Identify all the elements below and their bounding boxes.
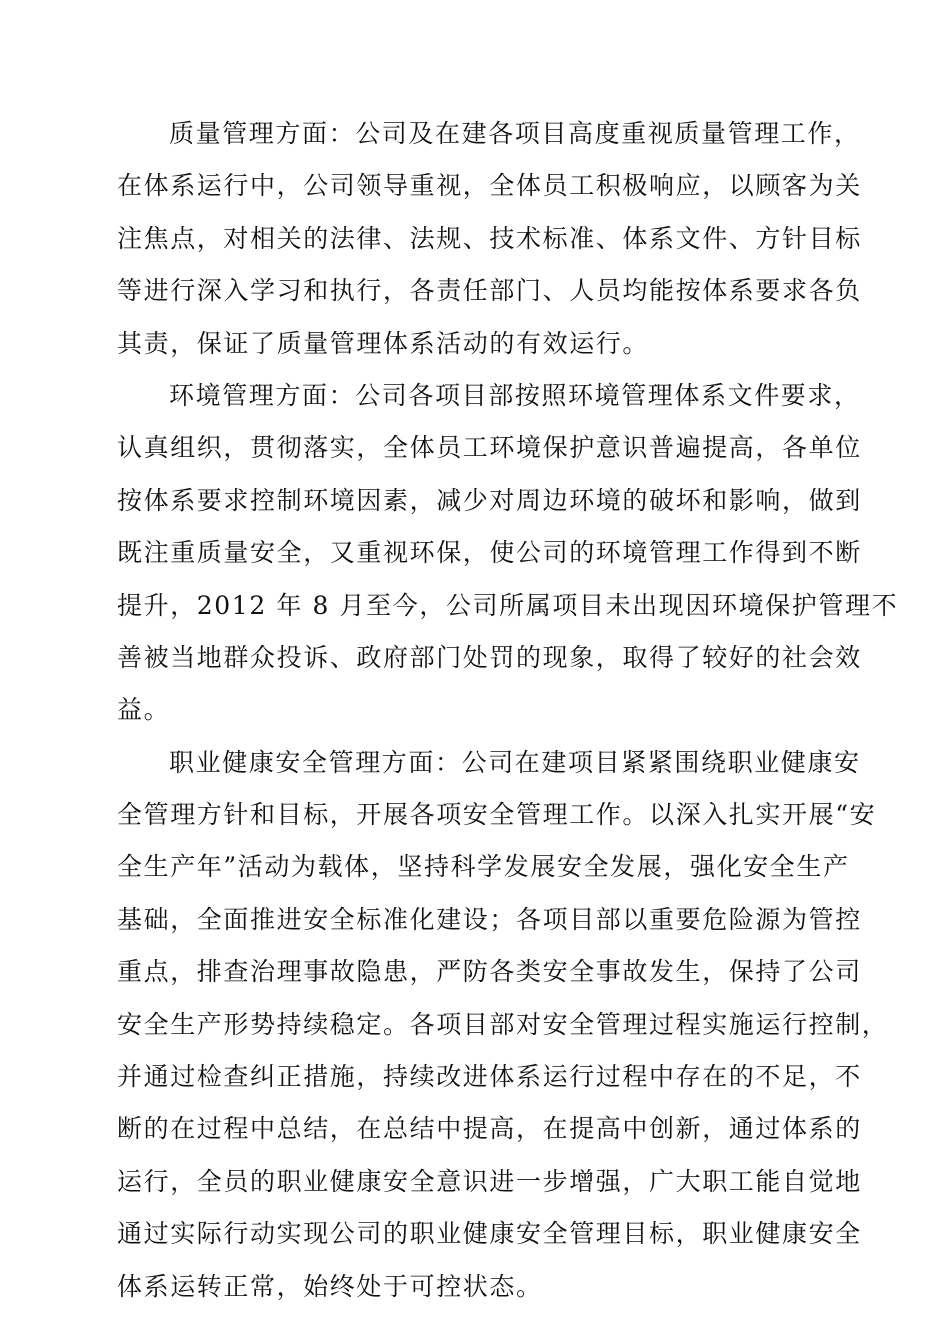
paragraph-line: 职业健康安全管理方面：公司在建项目紧紧围绕职业健康安	[169, 747, 861, 777]
paragraph-line: 通过实际行动实现公司的职业健康安全管理目标，职业健康安全	[117, 1219, 862, 1249]
paragraph-line: 在体系运行中，公司领导重视，全体员工积极响应，以顾客为关	[117, 171, 862, 201]
paragraph-line: 等进行深入学习和执行，各责任部门、人员均能按体系要求各负	[117, 276, 862, 306]
paragraph-environment-management	[117, 370, 899, 737]
paragraph-line: 质量管理方面：公司及在建各项目高度重视质量管理工作，	[169, 119, 861, 148]
paragraph-line: 提升，2012 年 8 月至今，公司所属项目未出现因环境保护管理不	[117, 590, 899, 620]
paragraph-line: 体系运转正常，始终处于可控状态。	[117, 1271, 543, 1301]
paragraph-line: 安全生产形势持续稳定。各项目部对安全管理过程实施运行控制，	[117, 1009, 889, 1039]
paragraph-line: 按体系要求控制环境因素，减少对周边环境的破坏和影响，做到	[117, 485, 862, 515]
paragraph-line: 善被当地群众投诉、政府部门处罚的现象，取得了较好的社会效	[117, 642, 862, 672]
paragraph-line: 重点，排查治理事故隐患，严防各类安全事故发生，保持了公司	[117, 957, 862, 987]
paragraph-line: 其责，保证了质量管理体系活动的有效运行。	[117, 328, 650, 358]
paragraph-line: 全管理方针和目标，开展各项安全管理工作。以深入扎实开展“安	[117, 800, 877, 830]
paragraph-line: 认真组织，贯彻落实，全体员工环境保护意识普遍提高，各单位	[117, 433, 862, 463]
document-body	[117, 108, 899, 1313]
paragraph-line: 断的在过程中总结，在总结中提高，在提高中创新，通过体系的	[117, 1114, 862, 1144]
paragraph-line: 基础，全面推进安全标准化建设；各项目部以重要危险源为管控	[117, 904, 862, 934]
paragraph-line: 益。	[117, 695, 171, 725]
paragraph-occupational-health-safety	[117, 737, 889, 1313]
paragraph-line: 注焦点，对相关的法律、法规、技术标准、体系文件、方针目标	[117, 223, 862, 253]
paragraph-line: 既注重质量安全，又重视环保，使公司的环境管理工作得到不断	[117, 538, 862, 568]
paragraph-line: 全生产年”活动为载体，坚持科学发展安全发展，强化安全生产	[117, 852, 850, 882]
paragraph-line: 运行，全员的职业健康安全意识进一步增强，广大职工能自觉地	[117, 1166, 862, 1196]
paragraph-quality-management	[117, 108, 862, 370]
paragraph-line: 并通过检查纠正措施，持续改进体系运行过程中存在的不足，不	[117, 1062, 862, 1092]
paragraph-line: 环境管理方面：公司各项目部按照环境管理体系文件要求，	[169, 380, 861, 410]
